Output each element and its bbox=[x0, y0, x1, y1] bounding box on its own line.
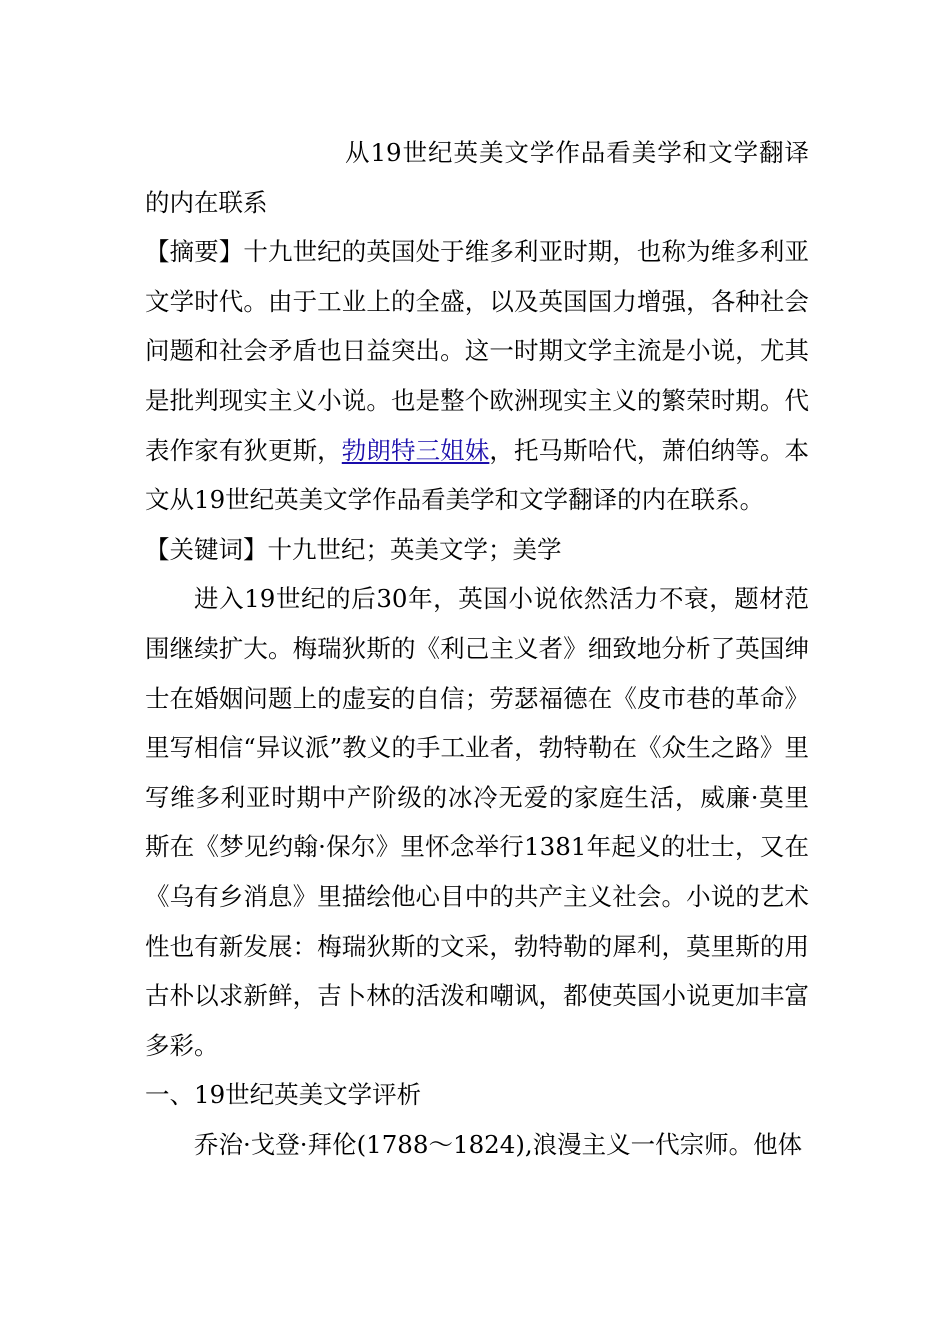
keywords-text: 十九世纪；英美文学；美学 bbox=[267, 534, 562, 564]
body-paragraph-2: 乔治·戈登·拜伦(1788～1824),浪漫主义一代宗师。他体 bbox=[194, 1129, 803, 1159]
keywords-paragraph bbox=[145, 525, 809, 575]
document-page bbox=[145, 128, 809, 1169]
abstract-text: 十九世纪的英国处于维多利亚时期，也称为维多利亚文学时代。由于工业上的全盛，以及英国国力增强，各种社会问题和社会矛盾也日益突出。这一时期文学主流是小说，尤其是批判现实主义小说。也是整个欧洲现实主义的繁荣时期。代表作家有狄更斯， bbox=[145, 237, 810, 465]
abstract-paragraph bbox=[145, 227, 809, 525]
body-paragraph-1: 进入19世纪的后30年，英国小说依然活力不衰，题材范围继续扩大。梅瑞狄斯的《利己主义者》细致地分析了英国绅士在婚姻问题上的虚妄的自信；劳瑟福德在《皮市巷的革命》里写相信“异议派”教义的手工业者，勃特勒在《众生之路》里写维多利亚时期中产阶级的冰冷无爱的家庭生活，威廉·莫里斯在《梦见约翰·保尔》里怀念举行1381年起义的壮士，又在《乌有乡消息》里描绘他心目中的共产主义社会。小说的艺术性也有新发展：梅瑞狄斯的文采，勃特勒的犀利，莫里斯的用古朴以求新鲜，吉卜林的活泼和嘲讽，都使英国小说更加丰富多彩。 bbox=[145, 584, 809, 1060]
section-heading: 一、19世纪英美文学评析 bbox=[145, 1080, 422, 1110]
document-title: 从19世纪英美文学作品看美学和文学翻译的内在联系 bbox=[145, 138, 809, 217]
abstract-label: 【摘要】 bbox=[145, 237, 244, 267]
keywords-label: 【关键词】 bbox=[145, 534, 268, 564]
abstract-text-end: ，托马斯哈代，萧伯纳等。本文从19世纪英美文学作品看美学和文学翻译的内在联系。 bbox=[145, 435, 810, 515]
bronte-sisters-link[interactable]: 勃朗特三姐妹 bbox=[341, 435, 490, 465]
